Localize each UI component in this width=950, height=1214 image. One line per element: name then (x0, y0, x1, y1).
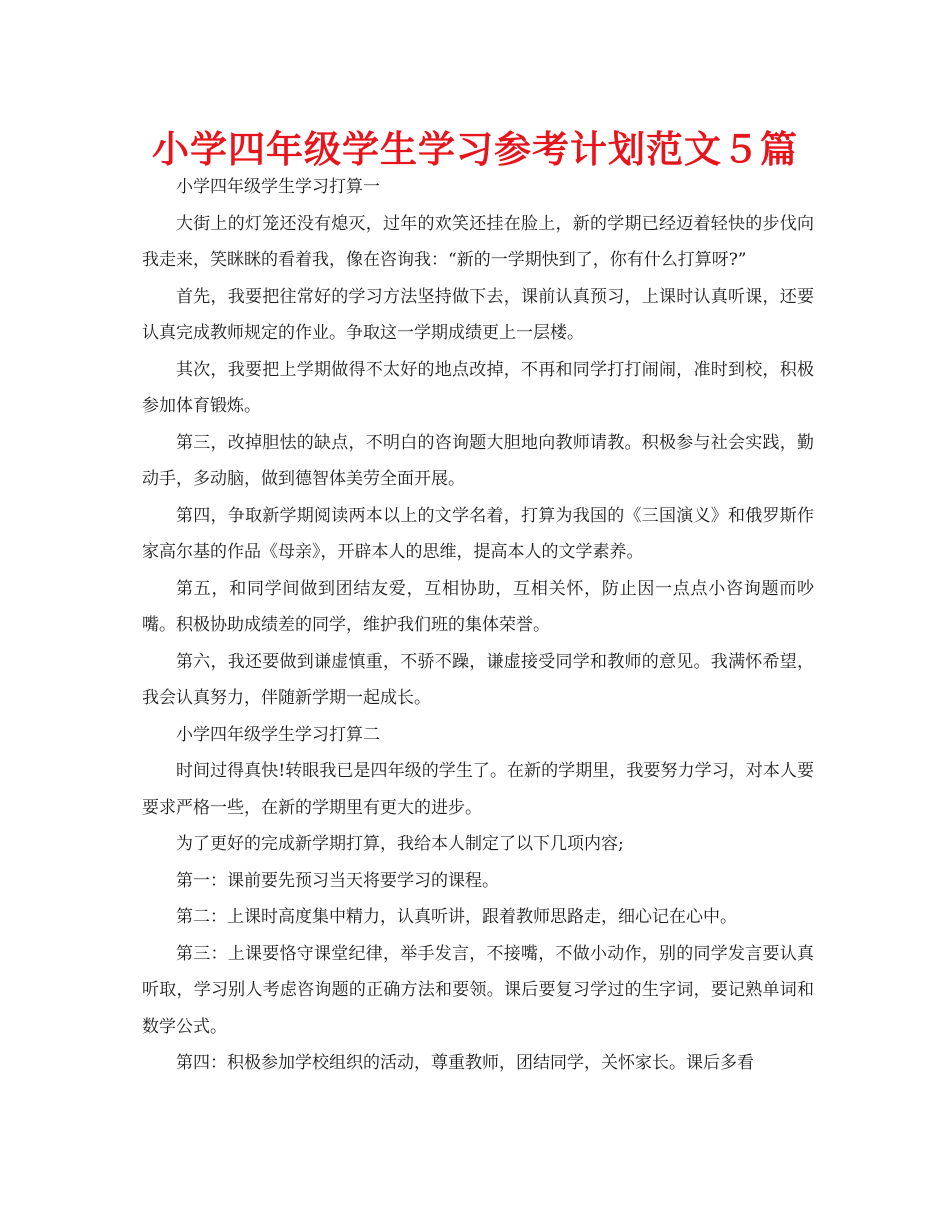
paragraph: 第四：积极参加学校组织的活动，尊重教师，团结同学，关怀家长。课后多看 (176, 1053, 754, 1073)
paragraph: 第二：上课时高度集中精力，认真听讲，跟着教师思路走，细心记在心中。 (176, 907, 737, 927)
paragraph: 大街上的灯笼还没有熄灭，过年的欢笑还挂在脸上，新的学期已经迈着轻快的步伐向我走来，笑眯眯的看着我，像在咨询我：“新的一学期快到了，你有什么打算呀?” (142, 213, 814, 270)
paragraph: 第五，和同学间做到团结友爱，互相协助，互相关怀，防止因一点点小咨询题而吵嘴。积极协助成绩差的同学，维护我们班的集体荣誉。 (142, 578, 814, 635)
paragraph: 首先，我要把往常好的学习方法坚持做下去，课前认真预习，上课时认真听课，还要认真完成教师规定的作业。争取这一学期成绩更上一层楼。 (142, 286, 814, 343)
document-body (142, 169, 814, 1082)
section-heading: 小学四年级学生学习打算二 (176, 724, 380, 745)
paragraph: 第三：上课要恪守课堂纪律，举手发言，不接嘴，不做小动作，别的同学发言要认真听取，学习别人考虑咨询题的正确方法和要领。课后要复习学过的生字词，要记熟单词和数学公式。 (142, 943, 814, 1037)
paragraph: 第三，改掉胆怯的缺点，不明白的咨询题大胆地向教师请教。积极参与社会实践，勤动手，多动脑，做到德智体美劳全面开展。 (142, 432, 814, 489)
paragraph: 第六，我还要做到谦虚慎重，不骄不躁，谦虚接受同学和教师的意见。我满怀希望，我会认真努力，伴随新学期一起成长。 (142, 651, 814, 708)
paragraph: 第四，争取新学期阅读两本以上的文学名着，打算为我国的《三国演义》和俄罗斯作家高尔基的作品《母亲》，开辟本人的思维，提高本人的文学素养。 (142, 505, 814, 562)
section-heading: 小学四年级学生学习打算一 (176, 177, 380, 197)
paragraph: 时间过得真快!转眼我已是四年级的学生了。在新的学期里，我要努力学习，对本人要要求严格一些，在新的学期里有更大的进步。 (142, 761, 814, 818)
document-title: 小学四年级学生学习参考计划范文５篇 (152, 128, 798, 171)
paragraph: 为了更好的完成新学期打算，我给本人制定了以下几项内容; (176, 834, 624, 854)
paragraph: 第一：课前要先预习当天将要学习的课程。 (176, 870, 499, 891)
paragraph: 其次，我要把上学期做得不太好的地点改掉，不再和同学打打闹闹，准时到校，积极参加体育锻炼。 (142, 359, 814, 416)
